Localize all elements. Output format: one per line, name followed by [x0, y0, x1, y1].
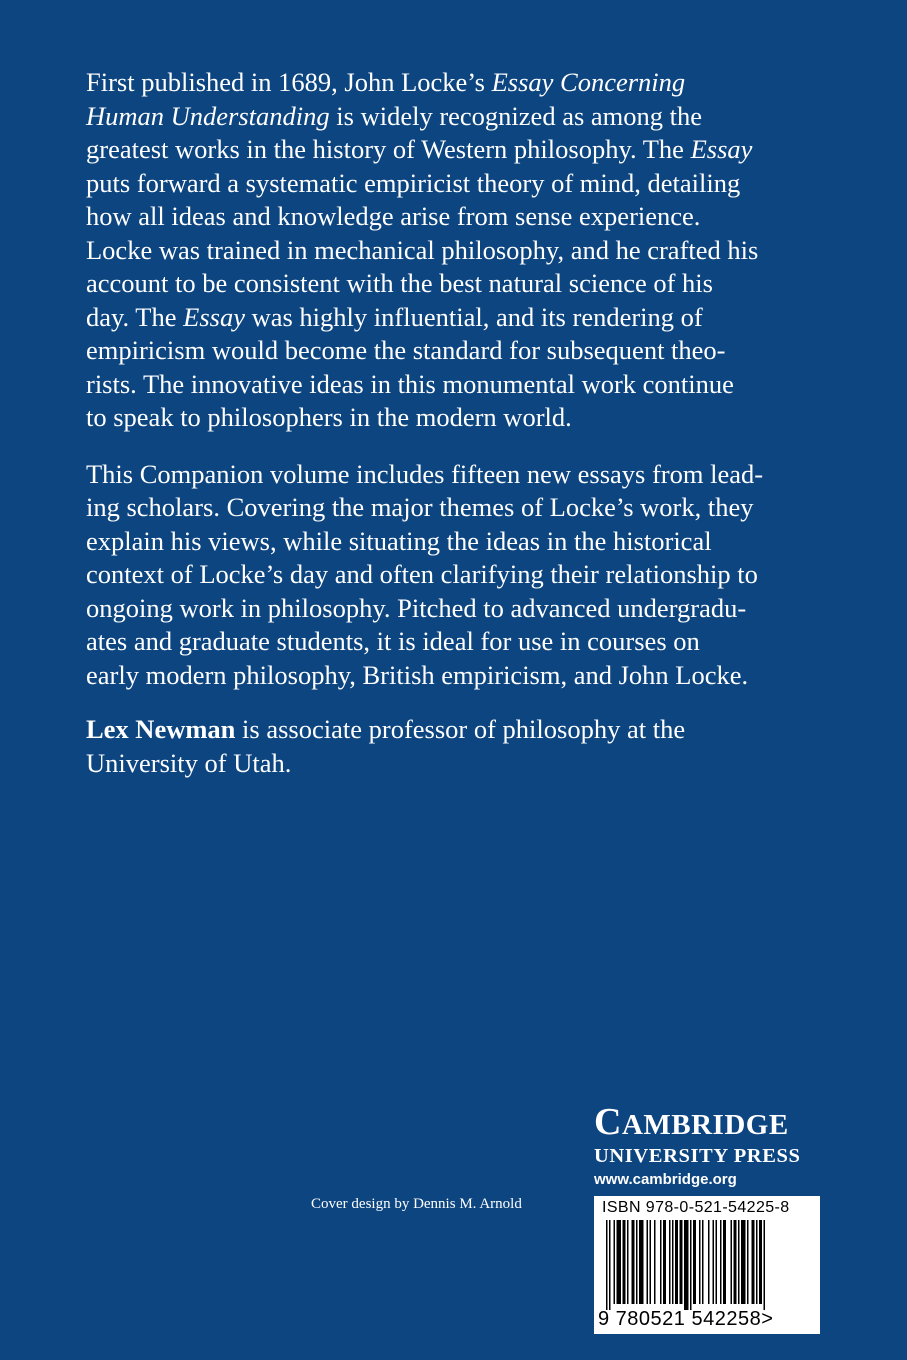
text-run: ing scholars. Covering the major themes of Locke’s work, they [86, 492, 754, 522]
barcode-bar [738, 1220, 740, 1304]
barcode-bar [723, 1220, 726, 1304]
text-line [86, 301, 808, 335]
publisher-url: www.cambridge.org [594, 1171, 737, 1188]
publisher-logo [594, 1103, 824, 1189]
barcode-bar [632, 1220, 635, 1304]
text-run: University of Utah. [86, 747, 292, 778]
barcode-bar [764, 1220, 766, 1310]
barcode-bar [627, 1220, 629, 1304]
barcode-bar [617, 1220, 622, 1304]
barcode-bar [716, 1220, 718, 1304]
barcode-bar [660, 1220, 662, 1304]
publisher-name: CAMBRIDGE [594, 1101, 789, 1143]
text-line [86, 713, 808, 747]
text-line [86, 334, 808, 368]
barcode-bar [747, 1220, 749, 1304]
text-line [86, 558, 808, 592]
text-line [86, 525, 808, 559]
barcode-bar [650, 1220, 652, 1304]
publisher-subtitle: UNIVERSITY PRESS [594, 1145, 801, 1167]
text-run: ongoing work in philosophy. Pitched to advanced undergradu- [86, 592, 747, 623]
text-run: context of Locke’s day and often clarifying their relationship to [86, 559, 758, 589]
text-run: is associate professor of philosophy at the [235, 714, 686, 744]
barcode-bar [690, 1220, 692, 1310]
barcode-bar [647, 1220, 649, 1304]
barcode-bar [699, 1220, 701, 1304]
barcode-bar [731, 1220, 733, 1304]
barcode-bar [702, 1220, 704, 1304]
text-line [86, 625, 808, 659]
barcode-bar [623, 1220, 626, 1304]
cover-credit: Cover design by Dennis M. Arnold [311, 1196, 522, 1212]
barcode-bar [734, 1220, 737, 1304]
barcode-bar [663, 1220, 666, 1304]
text-line [86, 458, 808, 492]
text-line [86, 66, 808, 100]
text-line [86, 491, 808, 525]
barcode-bar [636, 1220, 638, 1304]
text-line [86, 659, 808, 693]
text-line [86, 200, 808, 234]
text-run: explain his views, while situating the ideas in the historical [86, 525, 712, 556]
text-run: day. The [86, 301, 184, 332]
barcode-bar [639, 1220, 644, 1304]
text-line [86, 167, 808, 201]
barcode-digits: 9 780521 542258> [598, 1308, 774, 1330]
text-run: early modern philosophy, British empiricism, and John Locke. [86, 659, 749, 690]
text-run: to speak to philosophers in the modern world. [86, 402, 572, 432]
barcode-bar [680, 1220, 683, 1304]
text-line [86, 234, 808, 268]
text-run: was highly influential, and its rendering of [244, 301, 703, 332]
barcode-bar [672, 1220, 674, 1304]
barcode-bar [675, 1220, 678, 1304]
barcode-bar [606, 1220, 608, 1310]
text-run: Locke was trained in mechanical philosophy, and he crafted his [86, 234, 759, 265]
companion-paragraph [86, 458, 808, 693]
barcode-bar [708, 1220, 710, 1304]
text-line [86, 747, 808, 781]
italic-title: Essay [690, 134, 753, 164]
barcode-bar [741, 1220, 746, 1304]
text-run: First published in 1689, John Locke’s [86, 67, 492, 97]
text-run: empiricism would become the standard for subsequent theo- [86, 335, 726, 365]
text-run: is widely recognized as among the [329, 100, 703, 131]
italic-title: Essay Concerning [491, 67, 686, 97]
barcode-bar [654, 1220, 656, 1304]
text-line [86, 368, 808, 402]
isbn-label: ISBN 978-0-521-54225-8 [602, 1199, 790, 1216]
text-line [86, 133, 808, 167]
text-run: This Companion volume includes fifteen new essays from lead- [86, 458, 764, 489]
text-run: puts forward a systematic empiricist theory of mind, detailing [86, 167, 741, 198]
barcode-bar [609, 1220, 611, 1310]
barcode-bar [759, 1220, 762, 1304]
text-line [86, 592, 808, 626]
text-line [86, 401, 808, 435]
text-run: how all ideas and knowledge arise from sense experience. [86, 201, 701, 231]
text-run: greatest works in the history of Western philosophy. The [86, 134, 691, 164]
barcode-bar [713, 1220, 715, 1304]
description-paragraph [86, 66, 808, 435]
text-run: ates and graduate students, it is ideal for use in courses on [86, 626, 700, 656]
barcode-bar [669, 1220, 671, 1304]
barcode-bar [756, 1220, 758, 1304]
author-name: Lex Newman [86, 714, 236, 744]
blurb [86, 66, 808, 780]
italic-title: Essay [183, 301, 245, 332]
isbn-barcode-box [594, 1196, 820, 1334]
text-run: rists. The innovative ideas in this monumental work continue [86, 368, 734, 399]
text-line [86, 100, 808, 134]
barcode-bar [752, 1220, 755, 1304]
barcode-bar [720, 1220, 722, 1304]
barcode-bar [614, 1220, 616, 1304]
barcode-bar [693, 1220, 696, 1304]
text-line [86, 267, 808, 301]
italic-title: Human Understanding [86, 100, 330, 131]
text-run: account to be consistent with the best natural science of his [86, 268, 713, 298]
author-bio-paragraph [86, 713, 808, 780]
barcode-bar [684, 1220, 689, 1310]
